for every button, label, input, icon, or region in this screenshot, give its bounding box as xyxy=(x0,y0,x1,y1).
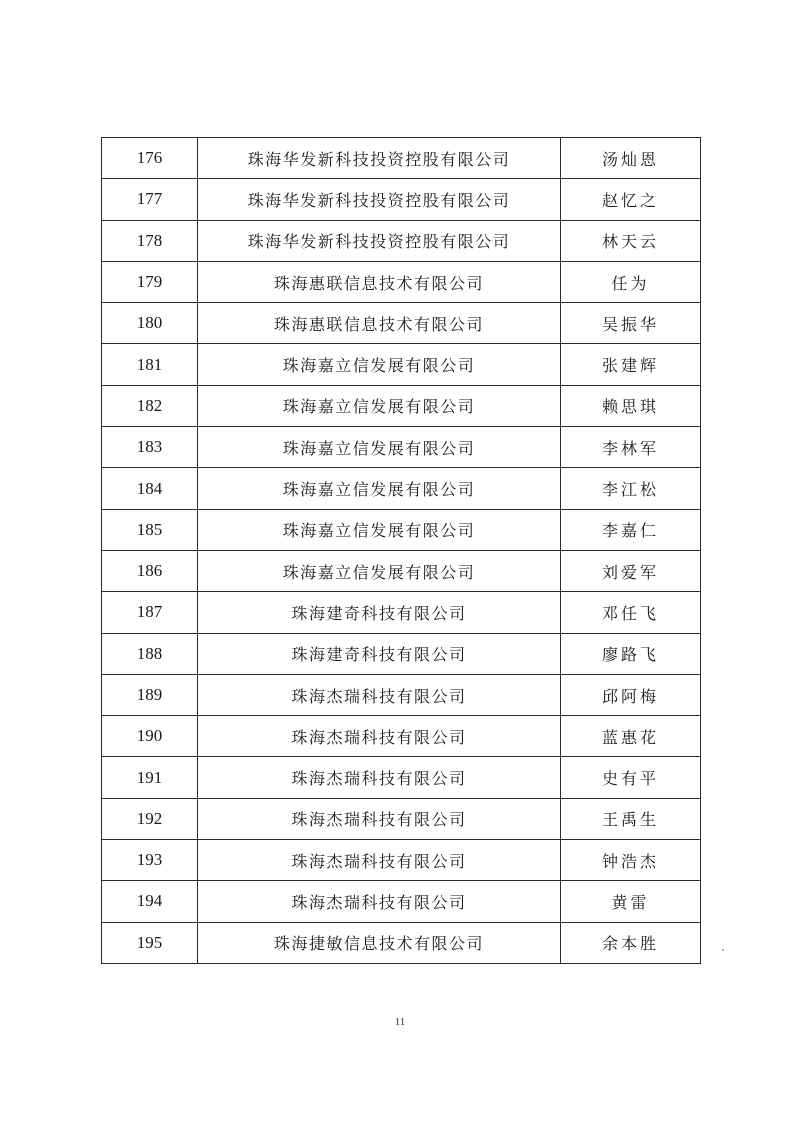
row-number-cell: 186 xyxy=(102,550,198,591)
table-row xyxy=(102,550,701,591)
table-row xyxy=(102,138,701,179)
row-number-cell: 179 xyxy=(102,261,198,302)
table-row xyxy=(102,716,701,757)
row-number-cell: 194 xyxy=(102,881,198,922)
row-number-cell: 187 xyxy=(102,592,198,633)
row-number-cell: 188 xyxy=(102,633,198,674)
table-row xyxy=(102,633,701,674)
row-number-cell: 184 xyxy=(102,468,198,509)
person-name-cell: 赵忆之 xyxy=(561,179,701,220)
person-name-cell: 张建辉 xyxy=(561,344,701,385)
company-cell: 珠海嘉立信发展有限公司 xyxy=(198,468,561,509)
person-name-cell: 李林军 xyxy=(561,427,701,468)
company-cell: 珠海嘉立信发展有限公司 xyxy=(198,385,561,426)
row-number-cell: 190 xyxy=(102,716,198,757)
company-cell: 珠海杰瑞科技有限公司 xyxy=(198,757,561,798)
person-name-cell: 林天云 xyxy=(561,220,701,261)
person-name-cell: 赖思琪 xyxy=(561,385,701,426)
person-name-cell: 邱阿梅 xyxy=(561,674,701,715)
roster-table xyxy=(101,137,701,964)
person-name-cell: 钟浩杰 xyxy=(561,840,701,881)
row-number-cell: 189 xyxy=(102,674,198,715)
person-name-cell: 李嘉仁 xyxy=(561,509,701,550)
person-name-cell: 刘爱军 xyxy=(561,550,701,591)
row-number-cell: 180 xyxy=(102,303,198,344)
company-cell: 珠海华发新科技投资控股有限公司 xyxy=(198,220,561,261)
company-cell: 珠海杰瑞科技有限公司 xyxy=(198,840,561,881)
company-cell: 珠海嘉立信发展有限公司 xyxy=(198,344,561,385)
table-row xyxy=(102,798,701,839)
roster-table-body xyxy=(102,138,701,964)
person-name-cell: 吴振华 xyxy=(561,303,701,344)
table-row xyxy=(102,220,701,261)
person-name-cell: 李江松 xyxy=(561,468,701,509)
company-cell: 珠海嘉立信发展有限公司 xyxy=(198,550,561,591)
person-name-cell: 廖路飞 xyxy=(561,633,701,674)
row-number-cell: 193 xyxy=(102,840,198,881)
company-cell: 珠海嘉立信发展有限公司 xyxy=(198,509,561,550)
person-name-cell: 汤灿恩 xyxy=(561,138,701,179)
company-cell: 珠海杰瑞科技有限公司 xyxy=(198,716,561,757)
company-cell: 珠海杰瑞科技有限公司 xyxy=(198,798,561,839)
company-cell: 珠海嘉立信发展有限公司 xyxy=(198,427,561,468)
row-number-cell: 185 xyxy=(102,509,198,550)
row-number-cell: 191 xyxy=(102,757,198,798)
person-name-cell: 任为 xyxy=(561,261,701,302)
row-number-cell: 195 xyxy=(102,922,198,963)
person-name-cell: 邓任飞 xyxy=(561,592,701,633)
company-cell: 珠海惠联信息技术有限公司 xyxy=(198,303,561,344)
company-cell: 珠海惠联信息技术有限公司 xyxy=(198,261,561,302)
table-row xyxy=(102,840,701,881)
company-cell: 珠海建奇科技有限公司 xyxy=(198,592,561,633)
person-name-cell: 王禹生 xyxy=(561,798,701,839)
person-name-cell: 余本胜 xyxy=(561,922,701,963)
row-number-cell: 182 xyxy=(102,385,198,426)
row-number-cell: 178 xyxy=(102,220,198,261)
person-name-cell: 史有平 xyxy=(561,757,701,798)
company-cell: 珠海杰瑞科技有限公司 xyxy=(198,881,561,922)
company-cell: 珠海建奇科技有限公司 xyxy=(198,633,561,674)
table-row xyxy=(102,922,701,963)
person-name-cell: 蓝惠花 xyxy=(561,716,701,757)
row-number-cell: 183 xyxy=(102,427,198,468)
table-row xyxy=(102,427,701,468)
table-row xyxy=(102,303,701,344)
company-cell: 珠海捷敏信息技术有限公司 xyxy=(198,922,561,963)
row-number-cell: 192 xyxy=(102,798,198,839)
table-row xyxy=(102,509,701,550)
person-name-cell: 黄雷 xyxy=(561,881,701,922)
table-row xyxy=(102,468,701,509)
table-row xyxy=(102,261,701,302)
company-cell: 珠海杰瑞科技有限公司 xyxy=(198,674,561,715)
table-row xyxy=(102,592,701,633)
company-cell: 珠海华发新科技投资控股有限公司 xyxy=(198,138,561,179)
table-row xyxy=(102,674,701,715)
table-row xyxy=(102,881,701,922)
table-row xyxy=(102,179,701,220)
table-row xyxy=(102,385,701,426)
page-number: 11 xyxy=(394,1016,406,1028)
table-row xyxy=(102,344,701,385)
row-number-cell: 176 xyxy=(102,138,198,179)
row-number-cell: 177 xyxy=(102,179,198,220)
company-cell: 珠海华发新科技投资控股有限公司 xyxy=(198,179,561,220)
scan-speck xyxy=(722,949,724,951)
row-number-cell: 181 xyxy=(102,344,198,385)
table-row xyxy=(102,757,701,798)
